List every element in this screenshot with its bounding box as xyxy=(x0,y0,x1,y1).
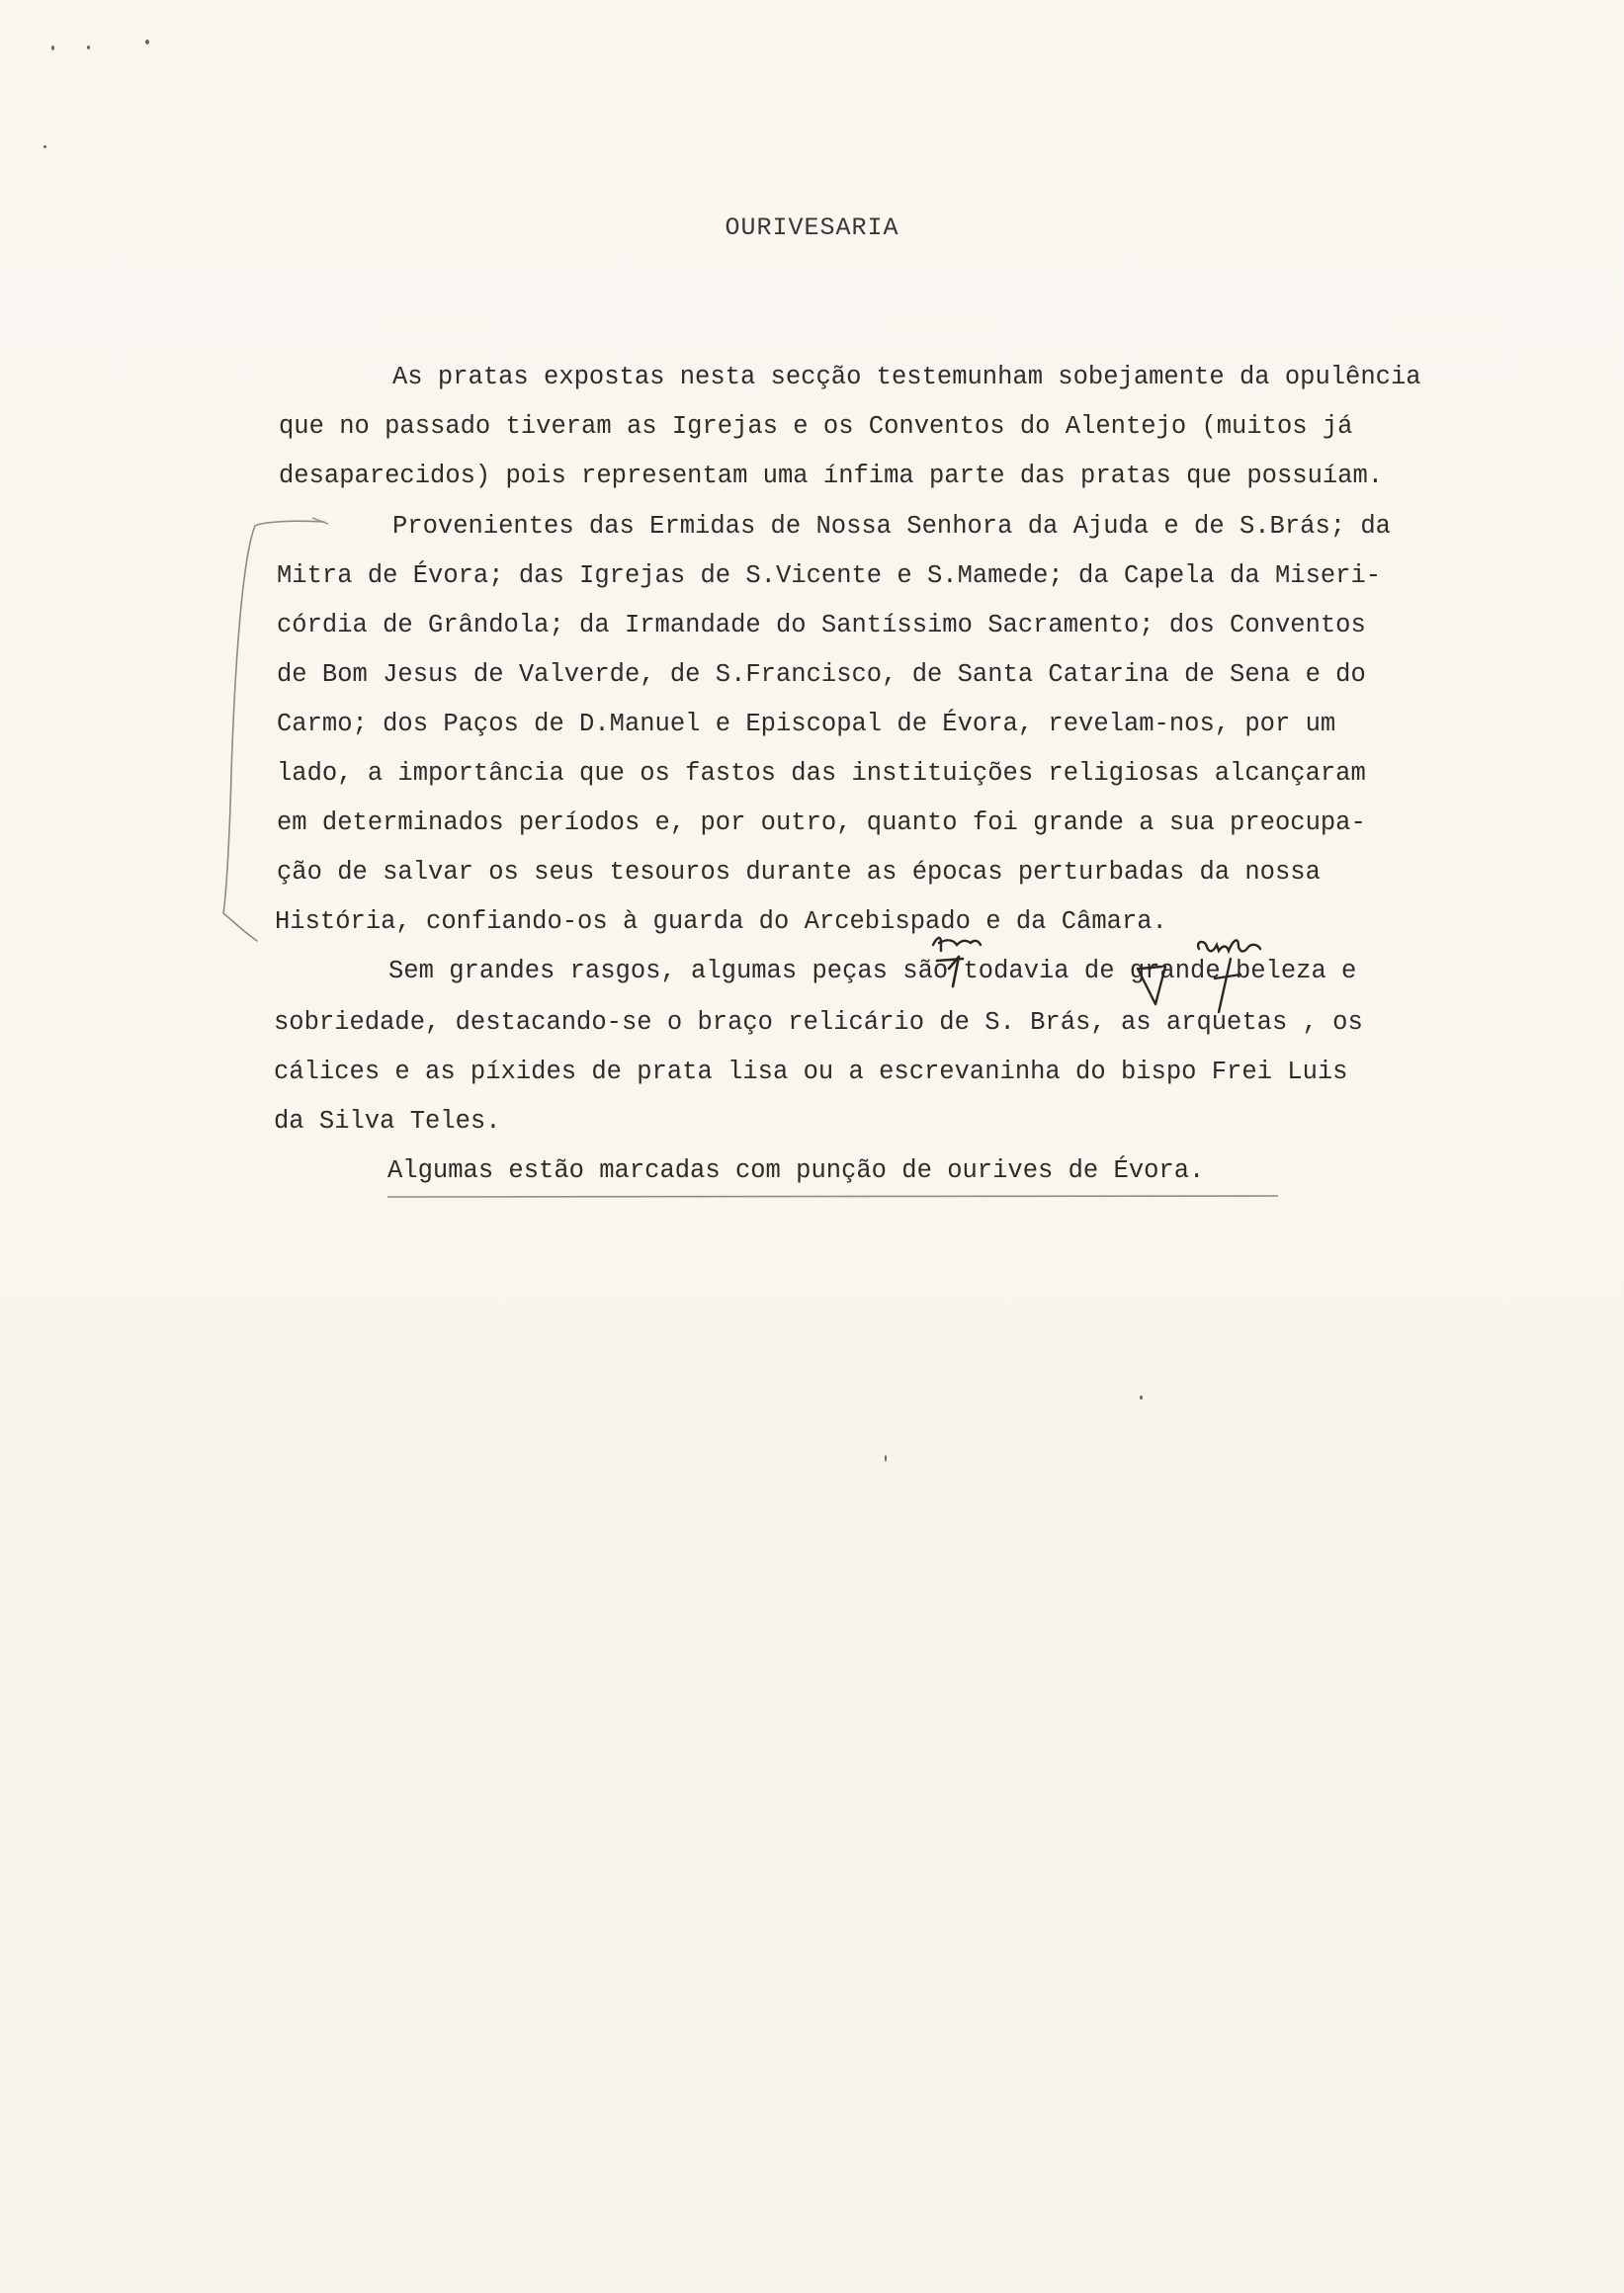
text-line: Carmo; dos Paços de D.Manuel e Episcopal de Évora, revelam-nos, por um xyxy=(277,710,1336,738)
text-line: As pratas expostas nesta secção testemunham sobejamente da opulência xyxy=(392,363,1421,391)
text-line: Provenientes das Ermidas de Nossa Senhora da Ajuda e de S.Brás; da xyxy=(392,512,1391,541)
text-line: cálices e as píxides de prata lisa ou a escrevaninha do bispo Frei Luis xyxy=(274,1058,1348,1086)
text-line: História, confiando-os à guarda do Arcebispado e da Câmara. xyxy=(275,907,1167,936)
text-line: desaparecidos) pois representam uma ínfima parte das pratas que possuíam. xyxy=(279,462,1384,490)
paper-speck xyxy=(87,45,90,49)
paper-speck xyxy=(885,1455,887,1462)
text-line: que no passado tiveram as Igrejas e os Conventos do Alentejo (muitos já xyxy=(279,412,1353,441)
page-title: OURIVESARIA xyxy=(725,213,899,242)
handwritten-correction-mark xyxy=(919,929,988,990)
paper-speck xyxy=(43,145,46,148)
text-line: córdia de Grândola; da Irmandade do Santíssimo Sacramento; dos Conventos xyxy=(277,611,1366,639)
text-line: ção de salvar os seus tesouros durante as épocas perturbadas da nossa xyxy=(277,858,1321,887)
text-line: em determinados períodos e, por outro, quanto foi grande a sua preocupa- xyxy=(277,808,1366,837)
text-line: da Silva Teles. xyxy=(274,1107,501,1136)
paper-speck xyxy=(51,45,54,50)
text-line: lado, a importância que os fastos das instituições religiosas alcançaram xyxy=(277,759,1366,788)
text-line: Mitra de Évora; das Igrejas de S.Vicente e S.Mamede; da Capela da Miseri- xyxy=(277,561,1382,590)
text-line: sobriedade, destacando-se o braço relicário de S. Brás, as arquetas , os xyxy=(274,1008,1363,1037)
text-line: Sem grandes rasgos, algumas peças são todavia de grande beleza e xyxy=(388,957,1357,985)
text-line: Algumas estão marcadas com punção de ourives de Évora. xyxy=(387,1156,1205,1185)
margin-bracket-mark xyxy=(214,516,332,951)
pencil-underline-mark xyxy=(385,1191,1280,1203)
paper-speck xyxy=(1140,1396,1143,1400)
paper-speck xyxy=(145,40,149,44)
text-line: de Bom Jesus de Valverde, de S.Francisco, de Santa Catarina de Sena e do xyxy=(277,660,1366,689)
handwritten-correction-mark xyxy=(1132,931,1290,1020)
